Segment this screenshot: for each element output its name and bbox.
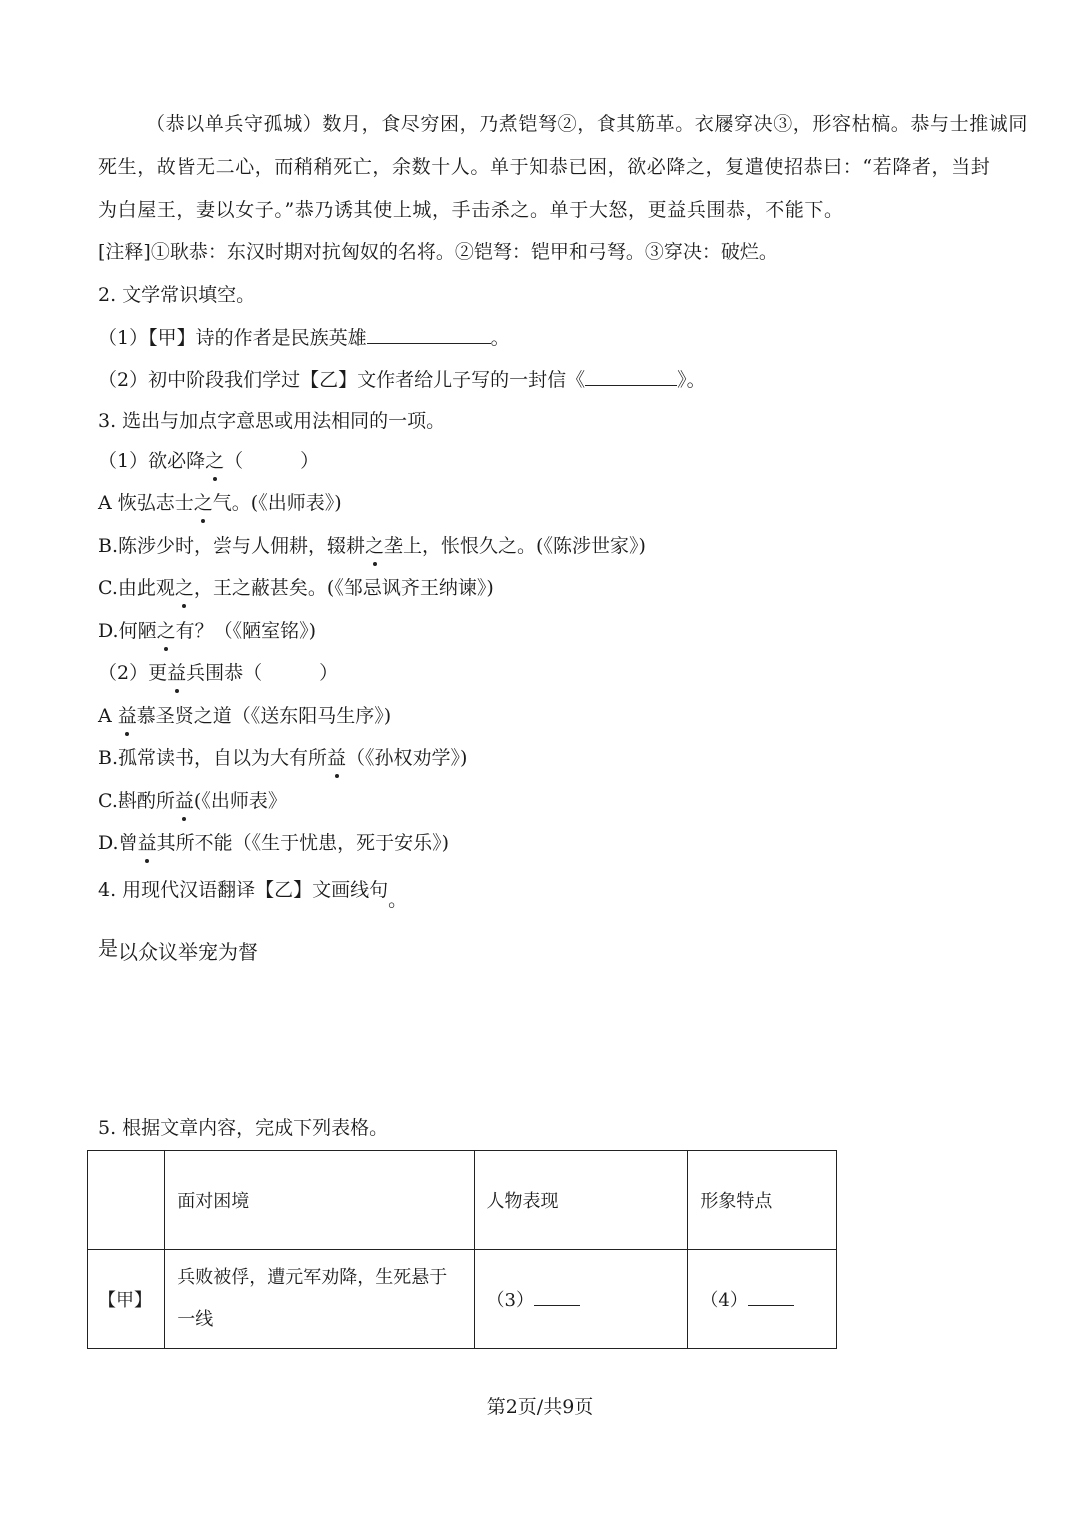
- q4-stem-period: 。: [388, 889, 408, 911]
- q2-sub2-tail: 》。: [677, 369, 706, 391]
- option-text: 气。(《出师表》): [212, 492, 342, 514]
- q2-sub1-text: （1）【甲】诗的作者是民族英雄: [98, 327, 367, 349]
- q2-sub1-tail: 。: [490, 327, 510, 349]
- q3-part1: [98, 449, 319, 473]
- passage-line-3: 为白屋王，妻以女子。”恭乃诱其使上城，手击杀之。单于大怒，更益兵围恭，不能下。: [98, 199, 844, 221]
- option-text: C.由此观: [98, 577, 175, 599]
- option-text: 有？（《陋室铭》): [175, 620, 317, 642]
- q2-stem: 2. 文学常识填空。: [98, 284, 256, 306]
- option-text: B.孤常读书，自以为大有所: [98, 747, 328, 769]
- q3-part1-option-b: [98, 534, 646, 558]
- emphasis-char: 之: [193, 492, 213, 514]
- option-text: ，王之蔽甚矣。(《邹忌讽齐王纳谏》): [193, 577, 494, 599]
- q3-part1-option-c: [98, 576, 494, 600]
- table-header-row: [88, 1151, 837, 1250]
- q2-sub2: [98, 367, 706, 392]
- page-footer: 第2页/共9页: [486, 1396, 594, 1418]
- option-text: D.曾: [98, 832, 138, 854]
- emphasis-char: 之: [205, 450, 225, 472]
- emphasis-char: 益: [167, 662, 187, 684]
- q3-part2-option-b: [98, 746, 467, 770]
- table-cell-situation: [165, 1250, 474, 1349]
- q4-sentence-rest: 以众议举宠为督: [118, 940, 258, 964]
- q4-stem: [98, 878, 408, 911]
- option-text: 垄上，怅恨久之。(《陈涉世家》): [384, 535, 646, 557]
- table-cell-behavior: [474, 1250, 688, 1349]
- emphasis-char: 益: [327, 747, 347, 769]
- q5-stem: 5. 根据文章内容，完成下列表格。: [98, 1117, 389, 1139]
- table-row: [88, 1250, 837, 1349]
- table-cell-trait: [688, 1250, 837, 1349]
- q3-part2-text: （2）更: [98, 662, 168, 684]
- option-text: (《出师表》: [193, 790, 287, 812]
- emphasis-char: 之: [365, 535, 385, 557]
- blank-label-3: （3）: [486, 1290, 534, 1311]
- q4-stem-text: 4. 用现代汉语翻译【乙】文画线句: [98, 879, 389, 901]
- answer-table: [87, 1150, 837, 1349]
- q2-sub2-blank[interactable]: [585, 367, 677, 386]
- table-header-cell: [88, 1151, 165, 1250]
- blank-label-4: （4）: [700, 1290, 748, 1311]
- passage-note: [注释]①耿恭：东汉时期对抗匈奴的名将。②铠弩：铠甲和弓弩。③穿决：破烂。: [98, 241, 778, 263]
- option-text: （《孙权劝学》): [346, 747, 468, 769]
- emphasis-char: 益: [117, 705, 137, 727]
- q3-part2-option-c: [98, 789, 287, 813]
- q3-part1-option-a: [98, 491, 342, 515]
- option-text: B.陈涉少时，尝与人佣耕，辍耕: [98, 535, 366, 557]
- answer-blank-4[interactable]: [748, 1287, 794, 1306]
- q3-part2-option-a: [98, 704, 391, 728]
- q3-part2-option-d: [98, 831, 449, 855]
- emphasis-char: 益: [137, 832, 157, 854]
- option-text: 其所不能（《生于忧患，死于安乐》): [156, 832, 450, 854]
- passage-line-2: 死生，故皆无二心，而稍稍死亡，余数十人。单于知恭已困，欲必降之，复遣使招恭曰：“若降者，当封: [98, 156, 991, 178]
- situation-text: 兵败被俘，遭元军劝降，生死悬于一线: [177, 1267, 448, 1330]
- table-header-cell: 人物表现: [474, 1151, 688, 1250]
- option-text: A: [98, 705, 118, 727]
- table-header-cell: 形象特点: [688, 1151, 837, 1250]
- option-text: A 恢弘志士: [98, 492, 194, 514]
- q2-sub2-text: （2）初中阶段我们学过【乙】文作者给儿子写的一封信《: [98, 369, 586, 391]
- table-header-cell: 面对困境: [165, 1151, 474, 1250]
- q4-sentence-first-char: 是: [98, 936, 118, 960]
- emphasis-char: 之: [174, 577, 194, 599]
- q2-sub1-blank[interactable]: [367, 325, 491, 344]
- option-text: D.何陋: [98, 620, 157, 642]
- option-text: 慕圣贤之道（《送东阳马生序》): [136, 705, 392, 727]
- answer-blank-3[interactable]: [534, 1287, 580, 1306]
- q3-part1-text: （1）欲必降: [98, 450, 206, 472]
- q3-part1-bracket: （ ）: [224, 450, 320, 472]
- q3-part1-option-d: [98, 619, 316, 643]
- q4-sentence: [98, 936, 258, 964]
- table-row-label: 【甲】: [88, 1250, 165, 1349]
- emphasis-char: 益: [174, 790, 194, 812]
- emphasis-char: 之: [156, 620, 176, 642]
- passage-line-1: （恭以单兵守孤城）数月，食尽穷困，乃煮铠弩②，食其筋革。衣屦穿决③，形容枯槁。恭与士推诚同: [146, 113, 1029, 135]
- q3-part2: [98, 661, 338, 685]
- q2-sub1: [98, 325, 510, 350]
- option-text: C.斟酌所: [98, 790, 175, 812]
- q3-stem: 3. 选出与加点字意思或用法相同的一项。: [98, 410, 446, 432]
- q3-part2-bracket: 兵围恭（ ）: [186, 662, 339, 684]
